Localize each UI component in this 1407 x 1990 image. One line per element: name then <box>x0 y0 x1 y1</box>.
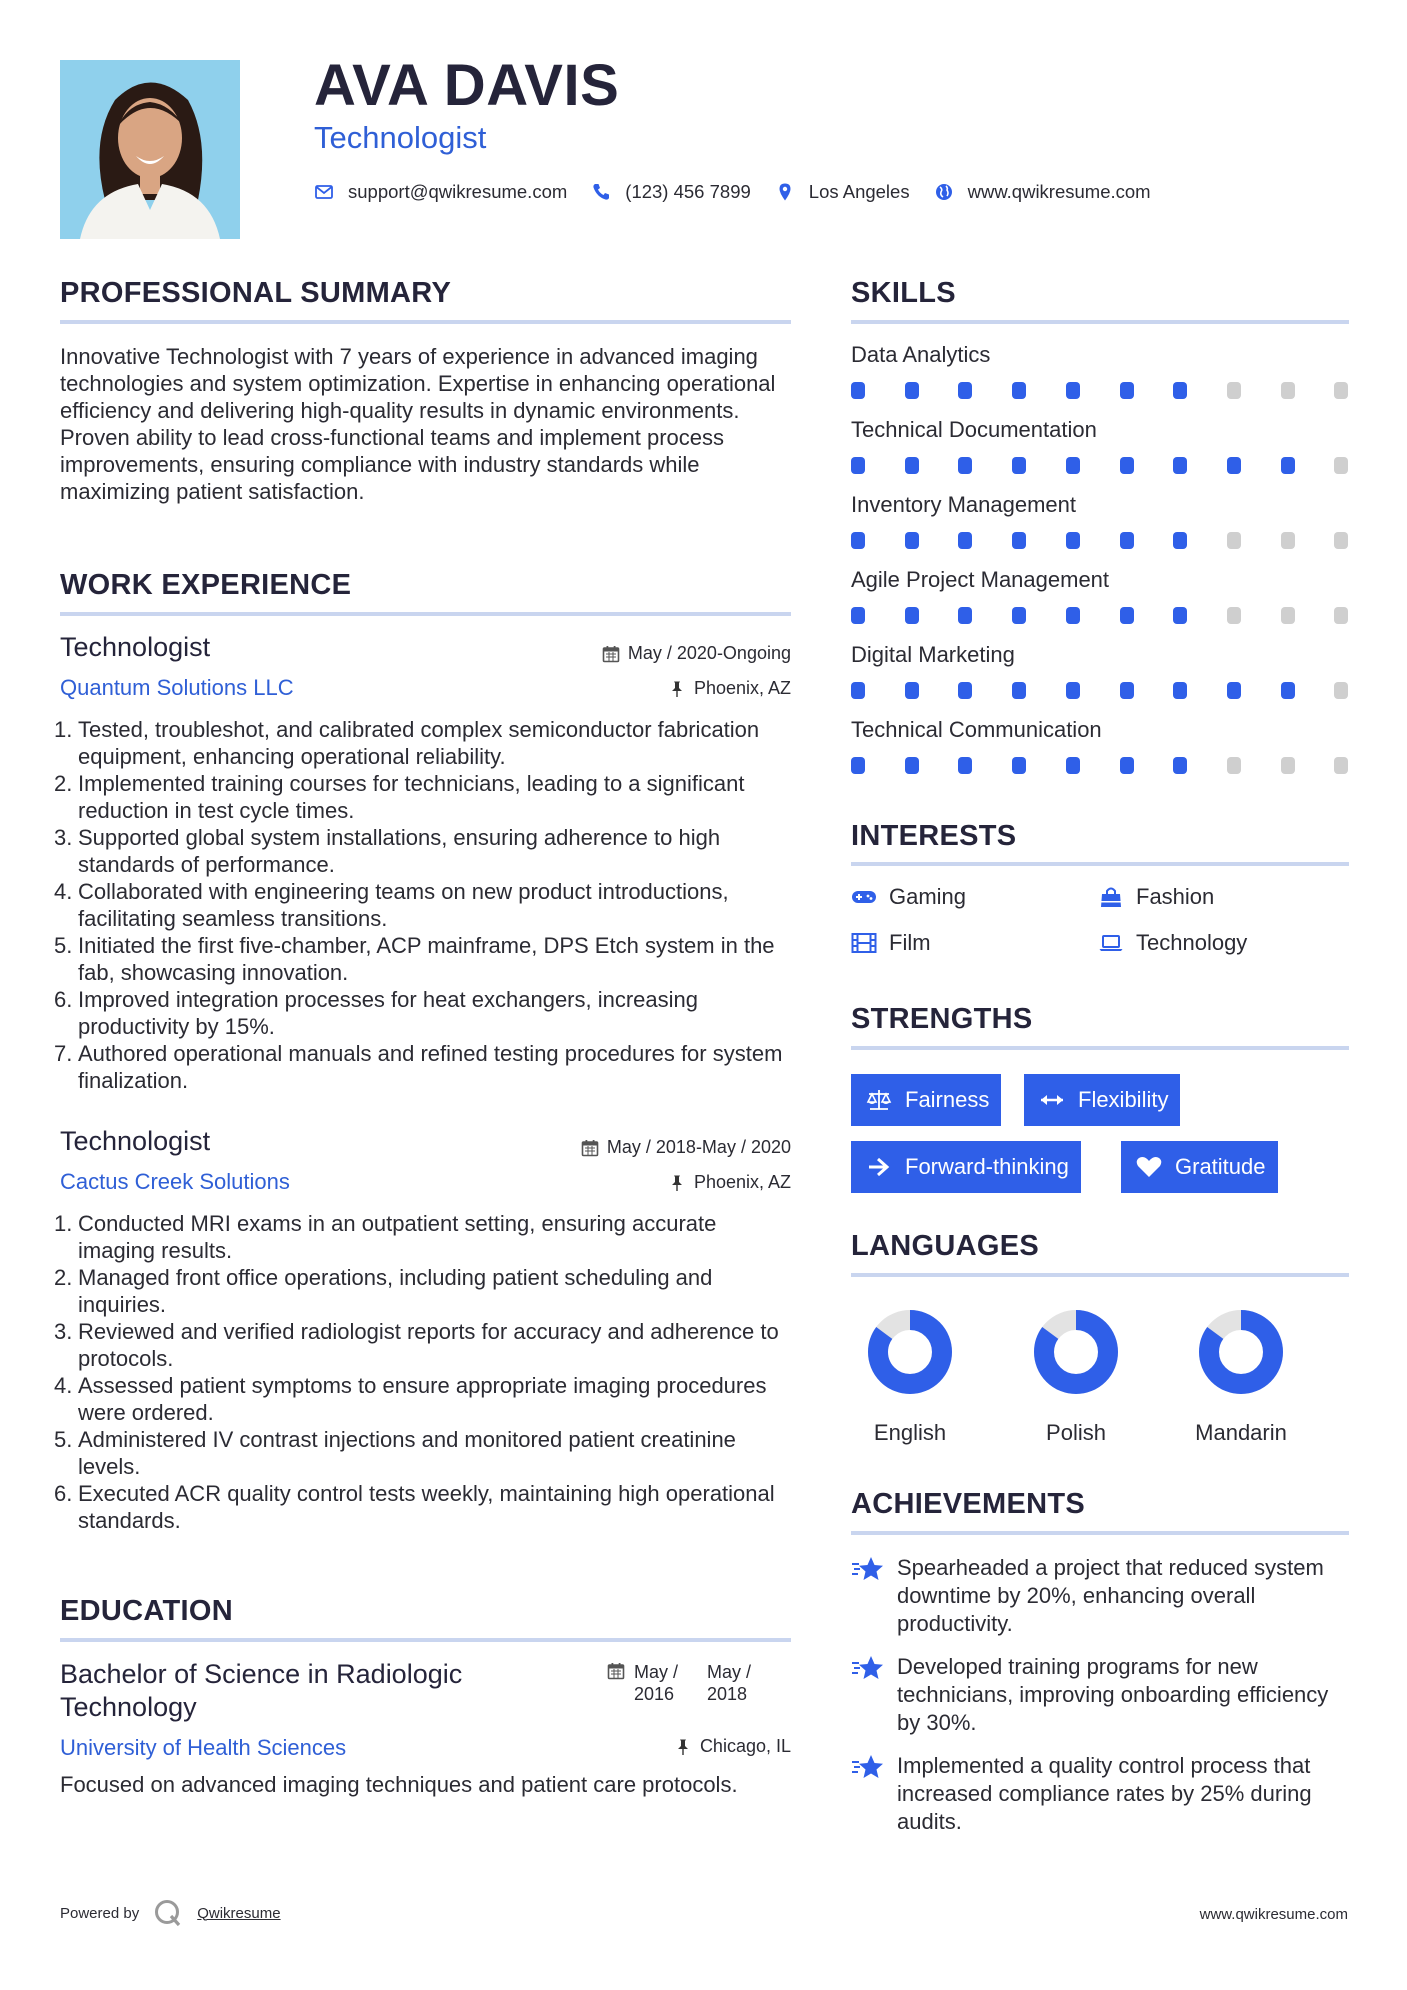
skill-level-dot <box>851 382 865 399</box>
skills-heading: SKILLS <box>851 277 956 309</box>
skill-level-dot <box>1281 607 1295 624</box>
language-label: Mandarin <box>1195 1420 1287 1445</box>
skill-level-dot <box>1120 757 1134 774</box>
skill-level-dot <box>1281 382 1295 399</box>
job-location <box>668 1172 791 1193</box>
job-title: Technologist <box>60 632 211 662</box>
skill-level-dot <box>1227 382 1241 399</box>
job-bullet-list <box>54 1210 791 1534</box>
language-item <box>1006 1306 1146 1446</box>
skill-label: Data Analytics <box>851 342 991 367</box>
education-description: Focused on advanced imaging techniques and patient care protocols. <box>60 1772 738 1797</box>
skill-level-dot <box>958 457 972 474</box>
skill-level-dot <box>905 607 919 624</box>
skill-level-dot <box>1012 532 1026 549</box>
list-item: 2. Managed front office operations, including patient scheduling and inquiries. <box>54 1265 713 1317</box>
skill-level-dot <box>1281 457 1295 474</box>
skill-level-dot <box>958 382 972 399</box>
skill-level-dot <box>1281 757 1295 774</box>
heart-icon <box>1135 1155 1163 1179</box>
summary-divider <box>60 320 791 324</box>
skill-level-dot <box>1281 532 1295 549</box>
calendar-icon <box>581 1139 599 1157</box>
contact-phone-text: (123) 456 7899 <box>625 181 751 202</box>
languages-heading: LANGUAGES <box>851 1230 1039 1262</box>
skill-level-dot <box>1012 607 1026 624</box>
interest-item: Fashion <box>1098 884 1214 910</box>
skill-level-dot <box>1012 382 1026 399</box>
summary-heading: PROFESSIONAL SUMMARY <box>60 277 452 309</box>
skill-label: Agile Project Management <box>851 567 1110 592</box>
contact-email-text: support@qwikresume.com <box>348 181 568 202</box>
job-title: Technologist <box>60 1126 211 1156</box>
candidate-title: Technologist <box>314 120 487 155</box>
education-start-date: May / 2016 <box>634 1662 679 1704</box>
experience-heading: WORK EXPERIENCE <box>60 569 352 601</box>
achievements-heading: ACHIEVEMENTS <box>851 1488 1086 1520</box>
job-dates-text: May / 2020-Ongoing <box>627 643 791 663</box>
envelope-icon <box>314 182 334 202</box>
skill-level-dot <box>1227 757 1241 774</box>
skill-level-dot <box>1120 607 1134 624</box>
education-location <box>674 1736 791 1757</box>
skill-level-dot <box>1334 532 1348 549</box>
language-donut <box>864 1306 956 1398</box>
language-item <box>840 1306 980 1446</box>
job-location <box>668 678 791 699</box>
skill-level-dot <box>1173 757 1187 774</box>
star-icon <box>851 1554 885 1584</box>
pin-icon <box>668 1174 686 1192</box>
skill-level-dot <box>1066 757 1080 774</box>
list-item: 1. Tested, troubleshot, and calibrated complex semiconductor fabrication equipment, enhancing operational reliability. <box>54 717 760 769</box>
skill-level-dot <box>1120 682 1134 699</box>
skill-level-dot <box>958 757 972 774</box>
language-donut <box>1030 1306 1122 1398</box>
list-item: 3. Reviewed and verified radiologist reports for accuracy and adherence to protocols. <box>54 1319 779 1371</box>
pin-icon <box>668 680 686 698</box>
footer-website[interactable]: www.qwikresume.com <box>1199 1906 1348 1923</box>
language-item <box>1171 1306 1311 1446</box>
globe-icon <box>934 182 954 202</box>
skill-level-dot <box>1012 757 1026 774</box>
skill-level-dot <box>1173 382 1187 399</box>
skill-level-dot <box>1334 457 1348 474</box>
contact-website-text: www.qwikresume.com <box>967 181 1151 202</box>
skill-level-dot <box>851 457 865 474</box>
achievements-divider <box>851 1531 1349 1535</box>
skill-level-dot <box>1334 382 1348 399</box>
strength-chip: Forward-thinking <box>851 1141 1081 1193</box>
skill-level-dot <box>958 607 972 624</box>
skill-level-dot <box>1227 532 1241 549</box>
arrow-right-icon <box>865 1155 893 1179</box>
skill-level-dot <box>1120 457 1134 474</box>
phone-icon <box>591 182 611 202</box>
interests-divider <box>851 862 1349 866</box>
map-pin-icon <box>775 182 795 202</box>
candidate-name: AVA DAVIS <box>314 53 620 118</box>
job-bullet-list <box>54 716 791 1094</box>
experience-divider <box>60 612 791 616</box>
laptop-icon <box>1098 932 1124 954</box>
school-name: University of Health Sciences <box>60 1735 347 1760</box>
skill-level-dot <box>851 532 865 549</box>
education-heading: EDUCATION <box>60 1595 233 1627</box>
skill-level-dot <box>1066 382 1080 399</box>
arrows-horizontal-icon <box>1038 1088 1066 1112</box>
balance-scale-icon <box>865 1088 893 1112</box>
contact-website[interactable] <box>934 181 1151 203</box>
strengths-heading: STRENGTHS <box>851 1003 1033 1035</box>
degree-title: Bachelor of Science in Radiologic Technology <box>60 1659 463 1722</box>
footer-powered-by <box>60 1898 281 1928</box>
skill-level-dot <box>958 532 972 549</box>
skill-level-dot <box>1227 607 1241 624</box>
list-item: 6. Improved integration processes for heat exchangers, increasing productivity by 15%. <box>54 987 699 1039</box>
qwikresume-logo-icon <box>153 1898 183 1928</box>
list-item: 6. Executed ACR quality control tests weekly, maintaining high operational standards. <box>54 1481 775 1533</box>
skill-level-dot <box>1227 682 1241 699</box>
contact-email[interactable] <box>314 181 567 203</box>
contact-location-text: Los Angeles <box>808 181 910 202</box>
skill-level-dot <box>905 382 919 399</box>
skill-level-dot <box>1334 682 1348 699</box>
skill-level-dot <box>1120 382 1134 399</box>
language-label: Polish <box>1046 1420 1106 1445</box>
skill-level-dot <box>905 682 919 699</box>
calendar-icon <box>602 645 620 663</box>
list-item: 4. Collaborated with engineering teams on new product introductions, facilitating seamless transitions. <box>54 879 729 931</box>
skill-level-dot <box>1173 607 1187 624</box>
interest-item: Gaming <box>851 884 966 910</box>
summary-text: Innovative Technologist with 7 years of experience in advanced imaging technologies and system optimization. Expertise in enhancing operational efficiency and delivering high-quality results in dynamic environments. Proven ability to lead cross-functional teams and implement process improvements, ensuring compliance with industry standards while maximizing patient satisfaction. <box>60 344 776 504</box>
skill-level-dot <box>1012 457 1026 474</box>
list-item: 5. Administered IV contrast injections and monitored patient creatinine levels. <box>54 1427 736 1479</box>
skill-level-dot <box>1227 457 1241 474</box>
job-dates <box>602 643 791 664</box>
skill-level-dot <box>1334 757 1348 774</box>
skill-level-dot <box>905 532 919 549</box>
contact-location <box>775 181 910 203</box>
interest-item: Film <box>851 930 931 956</box>
skill-level-dot <box>1334 607 1348 624</box>
achievement-item: Implemented a quality control process that increased compliance rates by 25% during audits. <box>851 1752 1351 1836</box>
interests-heading: INTERESTS <box>851 820 1017 852</box>
education-end-date: May / 2018 <box>707 1662 752 1704</box>
achievement-item: Spearheaded a project that reduced system downtime by 20%, enhancing overall productivity. <box>851 1554 1351 1638</box>
list-item: 3. Supported global system installations, ensuring adherence to high standards of performance. <box>54 825 721 877</box>
gamepad-icon <box>851 886 877 908</box>
skill-level-dot <box>905 457 919 474</box>
language-label: English <box>873 1420 947 1445</box>
job-company: Quantum Solutions LLC <box>60 675 294 700</box>
job-location-text: Phoenix, AZ <box>693 678 791 698</box>
job-dates <box>581 1137 791 1158</box>
skill-level-dot <box>1066 457 1080 474</box>
profile-photo <box>60 60 240 239</box>
film-icon <box>851 932 877 954</box>
list-item: 5. Initiated the first five-chamber, ACP mainframe, DPS Etch system in the fab, showcasing innovation. <box>54 933 775 985</box>
list-item: 7. Authored operational manuals and refined testing procedures for system finalization. <box>54 1041 783 1093</box>
job-location-text: Phoenix, AZ <box>693 1172 791 1192</box>
skill-level-dot <box>1012 682 1026 699</box>
achievement-item: Developed training programs for new technicians, improving onboarding efficiency by 30%. <box>851 1653 1351 1737</box>
skill-label: Inventory Management <box>851 492 1077 517</box>
skill-level-dot <box>905 757 919 774</box>
interest-item: Technology <box>1098 930 1247 956</box>
skill-level-dot <box>851 682 865 699</box>
strength-chip: Gratitude <box>1121 1141 1278 1193</box>
skill-level-dot <box>851 607 865 624</box>
powered-by-label: Powered by <box>60 1904 140 1922</box>
list-item: 4. Assessed patient symptoms to ensure appropriate imaging procedures were ordered. <box>54 1373 767 1425</box>
contact-bar <box>314 178 1151 206</box>
skill-level-dot <box>1173 682 1187 699</box>
job-company: Cactus Creek Solutions <box>60 1169 290 1194</box>
languages-divider <box>851 1273 1349 1277</box>
calendar-icon <box>607 1662 627 1682</box>
contact-phone[interactable] <box>591 181 751 203</box>
star-icon <box>851 1653 885 1683</box>
shopping-bag-icon <box>1098 886 1124 908</box>
strength-chip: Fairness <box>851 1074 1001 1126</box>
skill-level-dot <box>1066 607 1080 624</box>
skill-label: Technical Communication <box>851 717 1102 742</box>
skill-level-dot <box>1066 532 1080 549</box>
skill-level-dot <box>958 682 972 699</box>
skill-label: Digital Marketing <box>851 642 1015 667</box>
skills-divider <box>851 320 1349 324</box>
list-item: 2. Implemented training courses for technicians, leading to a significant reduction in test cycle times. <box>54 771 745 823</box>
education-divider <box>60 1638 791 1642</box>
skill-level-dot <box>1120 532 1134 549</box>
skill-level-dot <box>851 757 865 774</box>
skill-label: Technical Documentation <box>851 417 1097 442</box>
list-item: 1. Conducted MRI exams in an outpatient setting, ensuring accurate imaging results. <box>54 1211 717 1263</box>
strengths-divider <box>851 1046 1349 1050</box>
star-icon <box>851 1752 885 1782</box>
qwikresume-link[interactable]: Qwikresume <box>197 1904 281 1922</box>
skill-level-dot <box>1173 457 1187 474</box>
skill-level-dot <box>1281 682 1295 699</box>
language-donut <box>1195 1306 1287 1398</box>
strength-chip: Flexibility <box>1024 1074 1180 1126</box>
pin-icon <box>674 1738 692 1756</box>
skill-level-dot <box>1066 682 1080 699</box>
education-location-text: Chicago, IL <box>699 1736 791 1756</box>
job-dates-text: May / 2018-May / 2020 <box>606 1137 791 1157</box>
skill-level-dot <box>1173 532 1187 549</box>
